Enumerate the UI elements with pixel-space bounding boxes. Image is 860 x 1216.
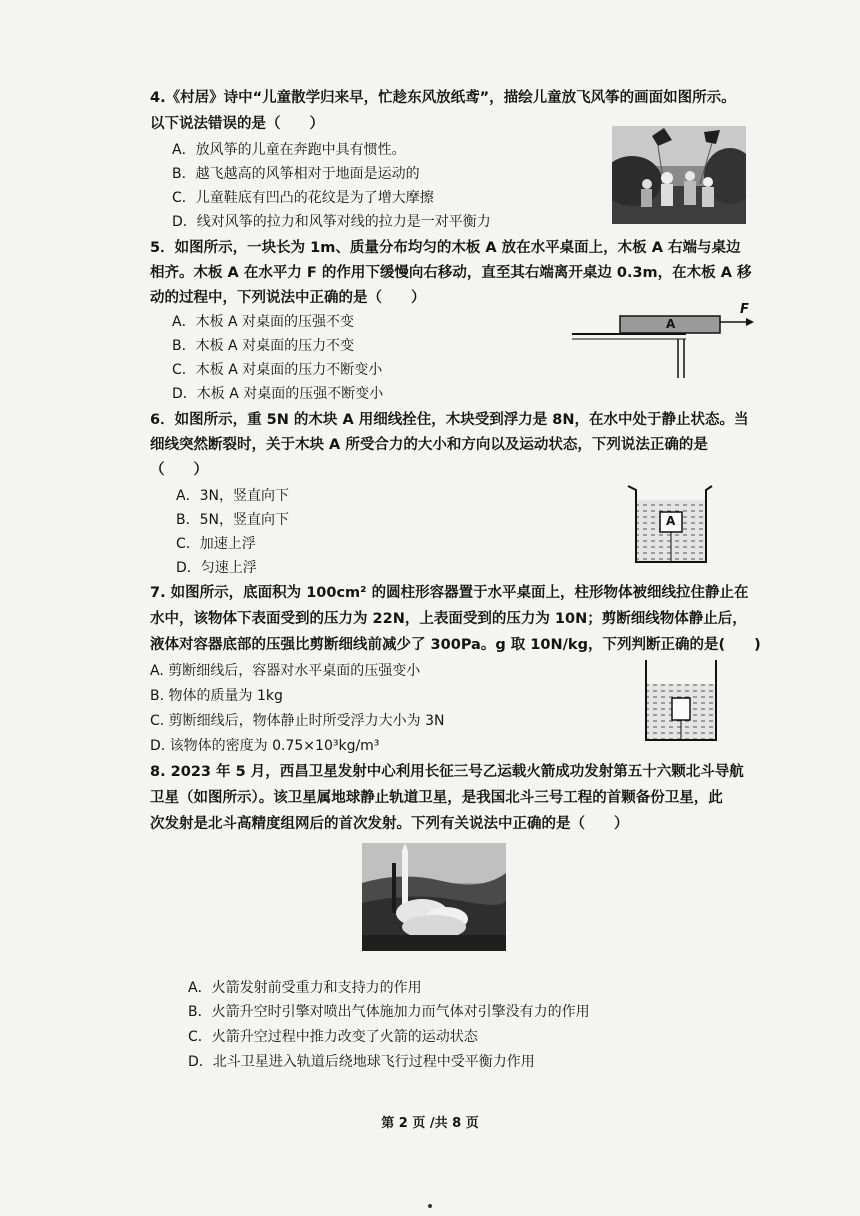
q4-option-b: B．越飞越高的风筝相对于地面是运动的	[172, 166, 420, 182]
q5-figure-label-f: F	[740, 302, 749, 317]
q5-stem-line3: 动的过程中，下列说法中正确的是（ ）	[150, 290, 426, 306]
q6-stem-line1: 6．如图所示，重 5N 的木块 A 用细线拴住，木块受到浮力是 8N，在水中处于静止状态。当	[150, 412, 749, 428]
q7-stem-line2: 水中，该物体下表面受到的压力为 22N，上表面受到的压力为 10N；剪断细线物体静止后，	[150, 611, 747, 627]
q6-option-c: C．加速上浮	[176, 536, 256, 552]
q4-option-c: C．儿童鞋底有凹凸的花纹是为了增大摩擦	[172, 190, 434, 206]
q7-container-figure	[644, 658, 720, 744]
q8-option-b: B．火箭升空时引擎对喷出气体施加力而气体对引擎没有力的作用	[188, 1004, 590, 1020]
q6-stem-line2: 细线突然断裂时，关于木块 A 所受合力的大小和方向以及运动状态，下列说法正确的是	[150, 437, 708, 453]
q5-option-d: D．木板 A 对桌面的压强不断变小	[172, 386, 384, 402]
q5-figure-label-a: A	[666, 317, 676, 331]
page-number-footer: 第 2 页 /共 8 页	[381, 1116, 479, 1131]
q5-option-c: C．木板 A 对桌面的压力不断变小	[172, 362, 383, 378]
rocket-launch-photo	[362, 843, 506, 951]
q6-option-a: A．3N，竖直向下	[176, 488, 289, 504]
q7-option-d: D. 该物体的密度为 0.75×10³kg/m³	[150, 738, 380, 754]
q8-stem-line3: 次发射是北斗高精度组网后的首次发射。下列有关说法中正确的是（ ）	[150, 816, 629, 832]
q7-option-a: A. 剪断细线后，容器对水平桌面的压强变小	[150, 663, 421, 679]
q4-stem-line2: 以下说法错误的是（ ）	[150, 116, 324, 132]
q8-stem-line2: 卫星（如图所示）。该卫星属地球静止轨道卫星，是我国北斗三号工程的首颗备份卫星，此	[150, 790, 723, 806]
q6-option-b: B．5N，竖直向下	[176, 512, 289, 528]
q6-figure-label-a: A	[666, 514, 676, 528]
q8-option-d: D．北斗卫星进入轨道后绕地球飞行过程中受平衡力作用	[188, 1054, 535, 1070]
q6-option-d: D．匀速上浮	[176, 560, 257, 576]
q8-option-a: A．火箭发射前受重力和支持力的作用	[188, 980, 422, 996]
q7-stem-line1: 7. 如图所示，底面积为 100cm² 的圆柱形容器置于水平桌面上，柱形物体被细线拉住静止在	[150, 585, 749, 601]
q6-beaker-figure	[626, 484, 716, 566]
q5-option-a: A．木板 A 对桌面的压强不变	[172, 314, 355, 330]
q5-board-table-figure	[570, 302, 760, 382]
q8-option-c: C．火箭升空过程中推力改变了火箭的运动状态	[188, 1029, 478, 1045]
q4-stem-line1: 4.《村居》诗中“儿童散学归来早，忙趁东风放纸鸢”，描绘儿童放飞风筝的画面如图所示。	[150, 90, 736, 106]
q5-stem-line2: 相齐。木板 A 在水平力 F 的作用下缓慢向右移动，直至其右端离开桌边 0.3m，在木板 A 移	[150, 265, 752, 281]
q7-option-c: C. 剪断细线后，物体静止时所受浮力大小为 3N	[150, 713, 445, 729]
q5-stem-line1: 5．如图所示，一块长为 1m、质量分布均匀的木板 A 放在水平桌面上，木板 A 右端与桌边	[150, 240, 741, 256]
kite-children-photo	[612, 126, 746, 224]
q6-stem-line3: （ ）	[150, 462, 208, 478]
q7-stem-line3: 液体对容器底部的压强比剪断细线前减少了 300Pa。g 取 10N/kg，下列判断正确的是( )	[150, 637, 761, 653]
q5-option-b: B．木板 A 对桌面的压力不变	[172, 338, 355, 354]
q8-stem-line1: 8. 2023 年 5 月，西昌卫星发射中心利用长征三号乙运载火箭成功发射第五十六颗北斗导航	[150, 764, 744, 780]
q4-option-a: A．放风筝的儿童在奔跑中具有惯性。	[172, 142, 406, 158]
q7-option-b: B. 物体的质量为 1kg	[150, 688, 283, 704]
scan-mark	[428, 1204, 432, 1208]
q4-option-d: D．线对风筝的拉力和风筝对线的拉力是一对平衡力	[172, 214, 491, 230]
